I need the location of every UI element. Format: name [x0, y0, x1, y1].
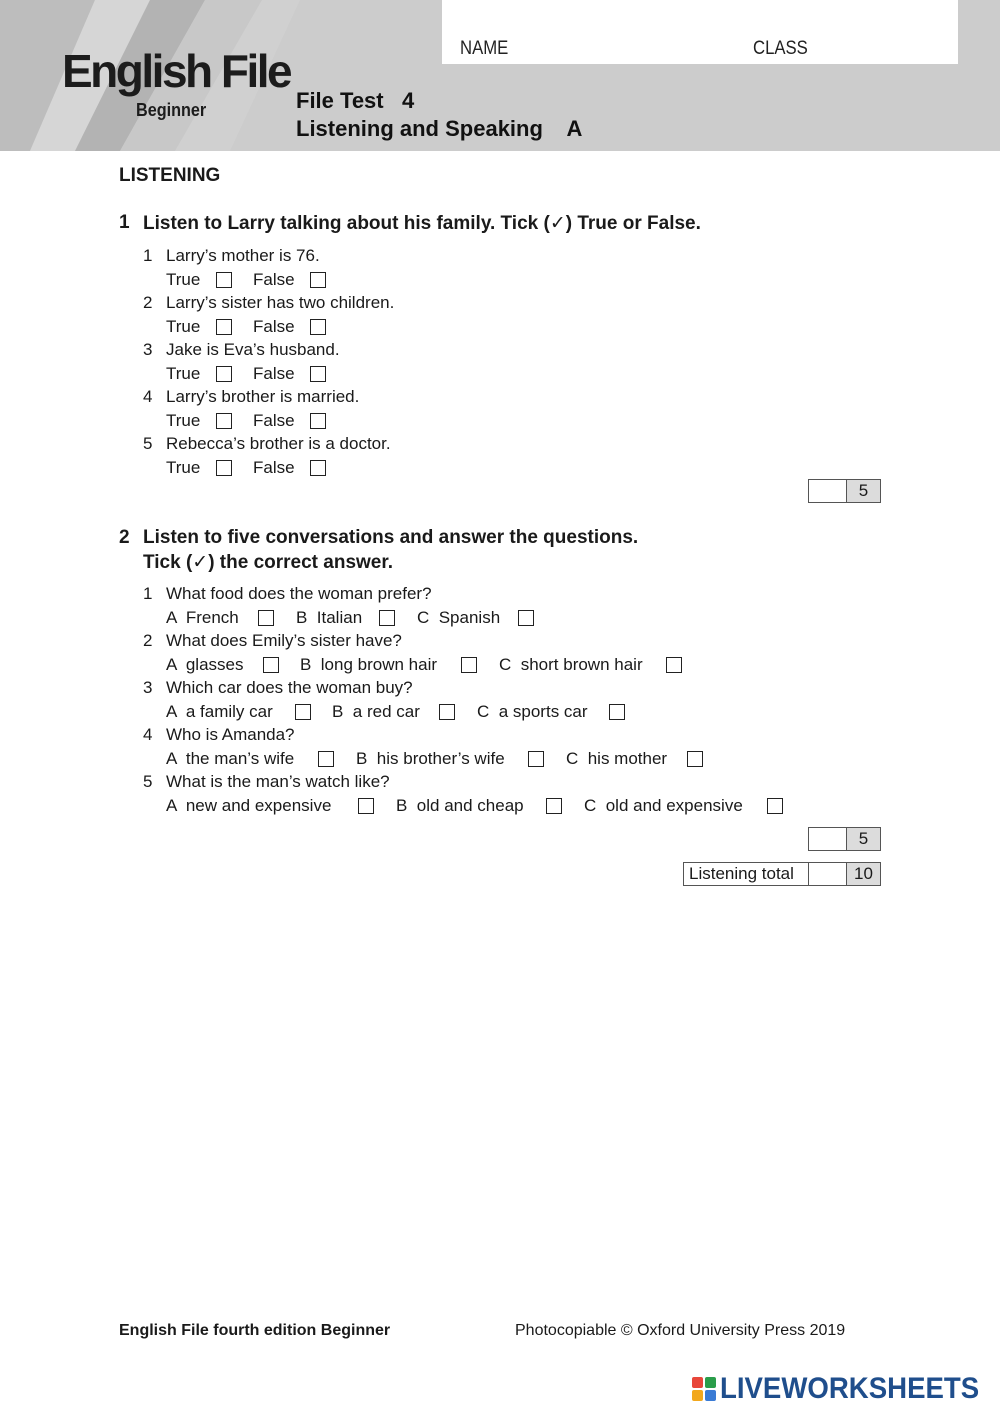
footer-edition: English File fourth edition Beginner	[119, 1322, 391, 1339]
option-a-label: A new and expensive	[166, 796, 332, 815]
listening-total-label: Listening total	[684, 863, 809, 885]
q1-item-number: 4	[143, 387, 153, 406]
q2-score-box	[808, 827, 881, 851]
true-checkbox[interactable]	[216, 413, 232, 429]
q1-instruction: Listen to Larry talking about his family. Tick (✓) True or False.	[143, 213, 701, 234]
option-b-checkbox[interactable]	[528, 751, 544, 767]
option-b-label: B Italian	[296, 608, 363, 627]
q2-item-number: 2	[143, 631, 153, 650]
liveworksheets-logo	[692, 1372, 1000, 1406]
q2-item-number: 4	[143, 725, 153, 744]
option-b-checkbox[interactable]	[546, 798, 562, 814]
q1-item-text: Larry’s mother is 76.	[166, 246, 320, 265]
q1-item-number: 2	[143, 293, 153, 312]
score-entry[interactable]	[809, 828, 847, 850]
class-label: CLASS	[753, 38, 808, 59]
section-heading: LISTENING	[119, 165, 221, 186]
logo-title: English File	[62, 45, 291, 97]
option-b-label: B old and cheap	[396, 796, 524, 815]
true-label: True	[166, 317, 201, 336]
true-checkbox[interactable]	[216, 366, 232, 382]
option-b-checkbox[interactable]	[461, 657, 477, 673]
option-a-checkbox[interactable]	[263, 657, 279, 673]
total-score-max: 10	[847, 863, 880, 885]
name-class-box	[442, 0, 958, 64]
false-label: False	[253, 411, 295, 430]
option-a-label: A the man’s wife	[166, 749, 295, 768]
q2-item-text: What food does the woman prefer?	[166, 584, 432, 603]
option-b-label: B a red car	[332, 702, 420, 721]
q2-number: 2	[119, 527, 130, 548]
q2-item-number: 5	[143, 772, 153, 791]
true-label: True	[166, 458, 201, 477]
option-a-checkbox[interactable]	[258, 610, 274, 626]
option-c-checkbox[interactable]	[767, 798, 783, 814]
true-checkbox[interactable]	[216, 319, 232, 335]
q2-item-text: What does Emily’s sister have?	[166, 631, 402, 650]
q1-number: 1	[119, 212, 130, 233]
q2-item-text: Which car does the woman buy?	[166, 678, 413, 697]
q2-instruction-line2: Tick (✓) the correct answer.	[143, 552, 393, 573]
header-band	[0, 0, 1000, 151]
footer-copyright: Photocopiable © Oxford University Press 2019	[515, 1322, 846, 1339]
option-c-checkbox[interactable]	[687, 751, 703, 767]
q1-score-box	[808, 479, 881, 503]
option-c-label: C a sports car	[477, 702, 588, 721]
option-b-label: B his brother’s wife	[356, 749, 505, 768]
score-max: 5	[847, 480, 880, 502]
option-c-label: C short brown hair	[499, 655, 643, 674]
liveworksheets-text: LIVEWORKSHEETS	[720, 1372, 980, 1405]
false-checkbox[interactable]	[310, 272, 326, 288]
name-label: NAME	[460, 38, 509, 59]
true-checkbox[interactable]	[216, 272, 232, 288]
false-checkbox[interactable]	[310, 413, 326, 429]
q1-item-number: 5	[143, 434, 153, 453]
q1-item-text: Larry’s sister has two children.	[166, 293, 395, 312]
false-label: False	[253, 458, 295, 477]
q2-item-text: What is the man’s watch like?	[166, 772, 390, 791]
total-score-entry[interactable]	[809, 863, 847, 885]
true-label: True	[166, 364, 201, 383]
q1-item-number: 1	[143, 246, 153, 265]
false-label: False	[253, 270, 295, 289]
true-label: True	[166, 411, 201, 430]
false-label: False	[253, 364, 295, 383]
option-a-label: A glasses	[166, 655, 244, 674]
false-label: False	[253, 317, 295, 336]
option-a-checkbox[interactable]	[358, 798, 374, 814]
q1-item-number: 3	[143, 340, 153, 359]
liveworksheets-icon	[692, 1377, 716, 1401]
test-title-line2: Listening and Speaking A	[296, 116, 583, 141]
option-b-label: B long brown hair	[300, 655, 438, 674]
false-checkbox[interactable]	[310, 366, 326, 382]
q1-item-text: Rebecca’s brother is a doctor.	[166, 434, 391, 453]
logo-subtitle: Beginner	[136, 100, 207, 120]
false-checkbox[interactable]	[310, 319, 326, 335]
q1-item-text: Jake is Eva’s husband.	[166, 340, 340, 359]
option-b-checkbox[interactable]	[439, 704, 455, 720]
option-a-checkbox[interactable]	[295, 704, 311, 720]
q2-instruction-line1: Listen to five conversations and answer the questions.	[143, 527, 639, 548]
option-c-label: C Spanish	[417, 608, 501, 627]
option-c-checkbox[interactable]	[609, 704, 625, 720]
false-checkbox[interactable]	[310, 460, 326, 476]
option-c-checkbox[interactable]	[666, 657, 682, 673]
listening-total-box	[683, 862, 881, 886]
score-entry[interactable]	[809, 480, 847, 502]
true-checkbox[interactable]	[216, 460, 232, 476]
option-c-checkbox[interactable]	[518, 610, 534, 626]
option-c-label: C old and expensive	[584, 796, 743, 815]
score-max: 5	[847, 828, 880, 850]
option-a-label: A French	[166, 608, 239, 627]
q2-item-text: Who is Amanda?	[166, 725, 295, 744]
option-a-checkbox[interactable]	[318, 751, 334, 767]
q2-item-number: 3	[143, 678, 153, 697]
test-title-line1: File Test 4	[296, 88, 415, 113]
q2-item-number: 1	[143, 584, 153, 603]
q1-item-text: Larry’s brother is married.	[166, 387, 360, 406]
option-b-checkbox[interactable]	[379, 610, 395, 626]
option-a-label: A a family car	[166, 702, 273, 721]
true-label: True	[166, 270, 201, 289]
option-c-label: C his mother	[566, 749, 668, 768]
